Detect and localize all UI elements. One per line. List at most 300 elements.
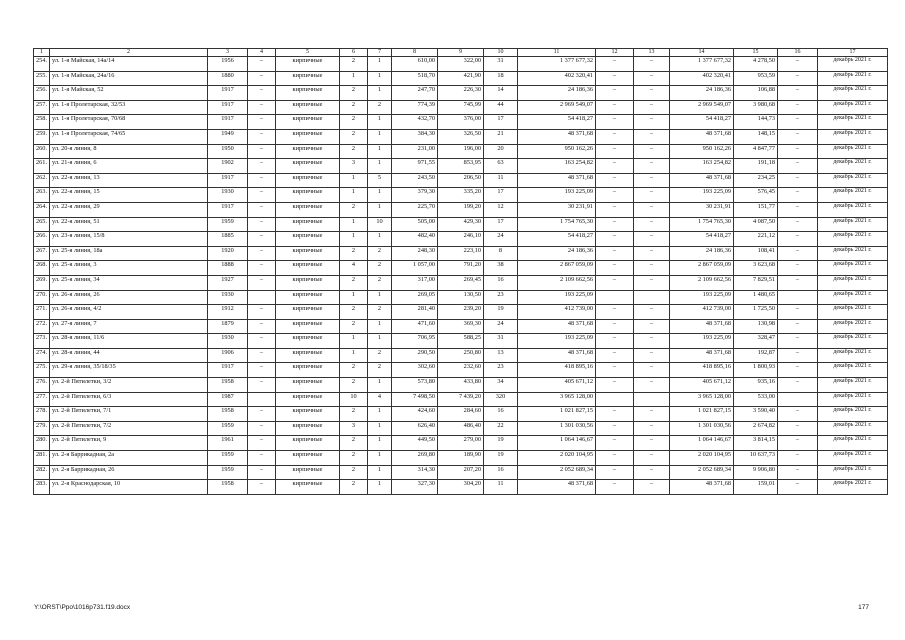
cost-col-13-cell — [634, 392, 670, 407]
planned-date-cell: декабрь 2021 г. — [818, 275, 888, 290]
cost-col-16-cell: – — [778, 363, 818, 378]
column-number-12: 12 — [596, 49, 634, 57]
planned-date-cell: декабрь 2021 г. — [818, 305, 888, 320]
cost-col-14-cell: 48 371,68 — [670, 348, 734, 363]
row-number-cell: 266. — [34, 232, 50, 247]
row-number-cell: 282. — [34, 465, 50, 480]
cost-col-16-cell: – — [778, 217, 818, 232]
cost-per-sqm-cell: 3 814,15 — [734, 436, 778, 451]
address-cell: ул. 26-я линия, 26 — [50, 290, 208, 305]
wall-material-cell: кирпичные — [276, 100, 340, 115]
year-built-cell: 1958 — [208, 480, 248, 495]
year-reconstructed-cell: – — [248, 159, 276, 174]
year-reconstructed-cell: – — [248, 334, 276, 349]
planned-date-cell: декабрь 2021 г. — [818, 261, 888, 276]
total-area-cell: 626,40 — [392, 421, 438, 436]
column-number-11: 11 — [518, 49, 596, 57]
cost-col-13-cell: – — [634, 261, 670, 276]
address-cell: ул. 26-я линия, 4/2 — [50, 305, 208, 320]
address-cell: ул. 25-я линия, 3 — [50, 261, 208, 276]
total-area-cell: 317,00 — [392, 275, 438, 290]
table-row — [34, 188, 888, 203]
planned-date-cell: декабрь 2021 г. — [818, 290, 888, 305]
cost-col-12-cell: – — [596, 86, 634, 101]
planned-date-cell: декабрь 2021 г. — [818, 451, 888, 466]
wall-material-cell: кирпичные — [276, 217, 340, 232]
cost-col-16-cell: – — [778, 348, 818, 363]
wall-material-cell: кирпичные — [276, 275, 340, 290]
cost-per-sqm-cell: 10 637,73 — [734, 451, 778, 466]
living-area-cell: 232,60 — [438, 363, 484, 378]
planned-date-cell: декабрь 2021 г. — [818, 86, 888, 101]
year-reconstructed-cell: – — [248, 305, 276, 320]
entrances-cell: 2 — [368, 305, 392, 320]
footer-page-number: 177 — [858, 604, 869, 611]
cost-col-13-cell: – — [634, 421, 670, 436]
address-cell: ул. 2-й Пятилетки, 7/1 — [50, 407, 208, 422]
residents-cell: 17 — [484, 217, 518, 232]
table-row — [34, 275, 888, 290]
entrances-cell: 1 — [368, 421, 392, 436]
cost-col-12-cell: – — [596, 261, 634, 276]
table-row — [34, 129, 888, 144]
floors-cell: 1 — [340, 290, 368, 305]
row-number-cell: 268. — [34, 261, 50, 276]
column-number-14: 14 — [670, 49, 734, 57]
residents-cell: 19 — [484, 436, 518, 451]
cost-col-14-cell: 1 754 765,30 — [670, 217, 734, 232]
cost-col-13-cell: – — [634, 246, 670, 261]
planned-date-cell: декабрь 2021 г. — [818, 202, 888, 217]
wall-material-cell: кирпичные — [276, 232, 340, 247]
column-number-2: 2 — [50, 49, 208, 57]
column-number-row — [34, 49, 888, 57]
cost-col-14-cell: 163 254,82 — [670, 159, 734, 174]
cost-col-12-cell: – — [596, 129, 634, 144]
cost-col-14-cell: 193 225,09 — [670, 290, 734, 305]
table-row — [34, 305, 888, 320]
total-area-cell: 379,30 — [392, 188, 438, 203]
total-cost-cell: 30 231,91 — [518, 202, 596, 217]
residents-cell: 19 — [484, 451, 518, 466]
year-built-cell: 1987 — [208, 392, 248, 407]
table-row — [34, 392, 888, 407]
total-cost-cell: 24 186,36 — [518, 86, 596, 101]
cost-col-14-cell: 1 301 030,56 — [670, 421, 734, 436]
total-area-cell: 7 498,50 — [392, 392, 438, 407]
cost-col-14-cell: 2 867 059,09 — [670, 261, 734, 276]
cost-col-12-cell: – — [596, 159, 634, 174]
planned-date-cell: декабрь 2021 г. — [818, 144, 888, 159]
entrances-cell: 1 — [368, 436, 392, 451]
total-area-cell: 327,30 — [392, 480, 438, 495]
table-row — [34, 378, 888, 393]
planned-date-cell: декабрь 2021 г. — [818, 217, 888, 232]
column-number-8: 8 — [392, 49, 438, 57]
living-area-cell: 322,00 — [438, 57, 484, 72]
cost-per-sqm-cell: 1 480,65 — [734, 290, 778, 305]
year-built-cell: 1959 — [208, 421, 248, 436]
cost-col-16-cell: – — [778, 261, 818, 276]
living-area-cell: 745,99 — [438, 100, 484, 115]
table-row — [34, 173, 888, 188]
cost-col-12-cell: – — [596, 275, 634, 290]
total-cost-cell: 48 371,68 — [518, 348, 596, 363]
residents-cell: 14 — [484, 86, 518, 101]
total-cost-cell: 1 754 765,30 — [518, 217, 596, 232]
total-cost-cell: 193 225,09 — [518, 334, 596, 349]
row-number-cell: 260. — [34, 144, 50, 159]
living-area-cell: 486,40 — [438, 421, 484, 436]
cost-col-14-cell: 193 225,09 — [670, 188, 734, 203]
residents-cell: 18 — [484, 71, 518, 86]
cost-per-sqm-cell: 4 847,77 — [734, 144, 778, 159]
floors-cell: 2 — [340, 115, 368, 130]
table-row — [34, 86, 888, 101]
living-area-cell: 7 439,20 — [438, 392, 484, 407]
living-area-cell: 206,50 — [438, 173, 484, 188]
cost-per-sqm-cell: 328,47 — [734, 334, 778, 349]
cost-col-14-cell: 48 371,68 — [670, 319, 734, 334]
table-row — [34, 348, 888, 363]
cost-col-12-cell: – — [596, 188, 634, 203]
planned-date-cell: декабрь 2021 г. — [818, 173, 888, 188]
living-area-cell: 223,10 — [438, 246, 484, 261]
cost-per-sqm-cell: 151,77 — [734, 202, 778, 217]
cost-per-sqm-cell: 130,98 — [734, 319, 778, 334]
year-reconstructed-cell: – — [248, 232, 276, 247]
wall-material-cell: кирпичные — [276, 129, 340, 144]
living-area-cell: 791,20 — [438, 261, 484, 276]
residents-cell: 11 — [484, 173, 518, 188]
year-built-cell: 1961 — [208, 436, 248, 451]
entrances-cell: 10 — [368, 217, 392, 232]
residents-cell: 21 — [484, 129, 518, 144]
floors-cell: 2 — [340, 246, 368, 261]
entrances-cell: 1 — [368, 159, 392, 174]
cost-col-16-cell: – — [778, 480, 818, 495]
row-number-cell: 269. — [34, 275, 50, 290]
wall-material-cell: кирпичные — [276, 261, 340, 276]
cost-col-14-cell: 24 186,36 — [670, 246, 734, 261]
cost-per-sqm-cell: 191,18 — [734, 159, 778, 174]
planned-date-cell: декабрь 2021 г. — [818, 115, 888, 130]
table-row — [34, 246, 888, 261]
cost-col-14-cell: 48 371,68 — [670, 129, 734, 144]
residents-cell: 44 — [484, 100, 518, 115]
entrances-cell: 1 — [368, 232, 392, 247]
floors-cell: 3 — [340, 421, 368, 436]
year-reconstructed-cell: – — [248, 275, 276, 290]
cost-col-13-cell: – — [634, 319, 670, 334]
wall-material-cell: кирпичные — [276, 159, 340, 174]
year-reconstructed-cell: – — [248, 71, 276, 86]
total-cost-cell: 54 418,27 — [518, 232, 596, 247]
address-cell: ул. 28-я линия, 11/6 — [50, 334, 208, 349]
cost-col-13-cell: – — [634, 71, 670, 86]
year-reconstructed-cell: – — [248, 261, 276, 276]
planned-date-cell: декабрь 2021 г. — [818, 465, 888, 480]
cost-col-12-cell: – — [596, 378, 634, 393]
cost-col-13-cell: – — [634, 188, 670, 203]
year-built-cell: 1912 — [208, 305, 248, 320]
year-reconstructed-cell: – — [248, 115, 276, 130]
residents-cell: 16 — [484, 275, 518, 290]
column-number-7: 7 — [368, 49, 392, 57]
cost-col-16-cell: – — [778, 115, 818, 130]
total-area-cell: 269,05 — [392, 290, 438, 305]
year-reconstructed-cell: – — [248, 348, 276, 363]
year-reconstructed-cell: – — [248, 246, 276, 261]
row-number-cell: 267. — [34, 246, 50, 261]
living-area-cell: 376,00 — [438, 115, 484, 130]
total-area-cell: 231,00 — [392, 144, 438, 159]
cost-col-16-cell: – — [778, 407, 818, 422]
column-number-5: 5 — [276, 49, 340, 57]
year-built-cell: 1959 — [208, 451, 248, 466]
year-built-cell: 1956 — [208, 57, 248, 72]
address-cell: ул. 22-я линия, 15 — [50, 188, 208, 203]
year-built-cell: 1917 — [208, 86, 248, 101]
living-area-cell: 226,30 — [438, 86, 484, 101]
cost-col-14-cell: 2 052 689,34 — [670, 465, 734, 480]
residents-cell: 17 — [484, 115, 518, 130]
living-area-cell: 199,20 — [438, 202, 484, 217]
cost-col-13-cell: – — [634, 57, 670, 72]
year-reconstructed-cell: – — [248, 217, 276, 232]
floors-cell: 2 — [340, 363, 368, 378]
residents-cell: 12 — [484, 202, 518, 217]
address-cell: ул. 2-й Пятилетки, 3/2 — [50, 378, 208, 393]
cost-per-sqm-cell: 3 980,68 — [734, 100, 778, 115]
address-cell: ул. 28-я линия, 44 — [50, 348, 208, 363]
entrances-cell: 1 — [368, 378, 392, 393]
entrances-cell: 1 — [368, 86, 392, 101]
cost-col-12-cell: – — [596, 421, 634, 436]
register-sheet — [33, 48, 872, 495]
row-number-cell: 280. — [34, 436, 50, 451]
floors-cell: 3 — [340, 159, 368, 174]
year-built-cell: 1958 — [208, 407, 248, 422]
entrances-cell: 2 — [368, 261, 392, 276]
total-cost-cell: 950 162,26 — [518, 144, 596, 159]
entrances-cell: 1 — [368, 480, 392, 495]
cost-col-14-cell: 24 186,36 — [670, 86, 734, 101]
total-area-cell: 302,60 — [392, 363, 438, 378]
total-cost-cell: 2 969 549,07 — [518, 100, 596, 115]
wall-material-cell: кирпичные — [276, 319, 340, 334]
year-reconstructed-cell: – — [248, 129, 276, 144]
planned-date-cell: декабрь 2021 г. — [818, 378, 888, 393]
wall-material-cell: кирпичные — [276, 348, 340, 363]
row-number-cell: 265. — [34, 217, 50, 232]
living-area-cell: 239,20 — [438, 305, 484, 320]
cost-col-12-cell: – — [596, 363, 634, 378]
year-built-cell: 1885 — [208, 232, 248, 247]
residents-cell: 8 — [484, 246, 518, 261]
year-reconstructed-cell: – — [248, 465, 276, 480]
cost-col-12-cell: – — [596, 451, 634, 466]
cost-col-12-cell — [596, 392, 634, 407]
cost-col-12-cell: – — [596, 334, 634, 349]
entrances-cell: 1 — [368, 57, 392, 72]
wall-material-cell: кирпичные — [276, 115, 340, 130]
cost-col-14-cell: 48 371,68 — [670, 173, 734, 188]
year-built-cell: 1949 — [208, 129, 248, 144]
floors-cell: 2 — [340, 319, 368, 334]
address-cell: ул. 1-я Майская, 24а/16 — [50, 71, 208, 86]
total-area-cell: 505,00 — [392, 217, 438, 232]
planned-date-cell: декабрь 2021 г. — [818, 363, 888, 378]
year-reconstructed-cell: – — [248, 188, 276, 203]
residents-cell: 11 — [484, 480, 518, 495]
cost-col-13-cell: – — [634, 217, 670, 232]
total-area-cell: 247,70 — [392, 86, 438, 101]
row-number-cell: 258. — [34, 115, 50, 130]
address-cell: ул. 1-я Майская, 14а/14 — [50, 57, 208, 72]
living-area-cell: 189,90 — [438, 451, 484, 466]
cost-col-13-cell: – — [634, 100, 670, 115]
address-cell: ул. 25-я линия, 34 — [50, 275, 208, 290]
planned-date-cell: декабрь 2021 г. — [818, 392, 888, 407]
year-built-cell: 1906 — [208, 348, 248, 363]
total-area-cell: 774,39 — [392, 100, 438, 115]
cost-col-12-cell: – — [596, 407, 634, 422]
table-row — [34, 71, 888, 86]
entrances-cell: 1 — [368, 202, 392, 217]
column-number-4: 4 — [248, 49, 276, 57]
table-row — [34, 115, 888, 130]
cost-col-14-cell: 1 064 146,67 — [670, 436, 734, 451]
cost-col-14-cell: 30 231,91 — [670, 202, 734, 217]
cost-col-13-cell: – — [634, 129, 670, 144]
cost-col-13-cell: – — [634, 451, 670, 466]
residents-cell: 23 — [484, 363, 518, 378]
year-built-cell: 1917 — [208, 100, 248, 115]
address-cell: ул. 2-я Баррикадная, 2а — [50, 451, 208, 466]
year-reconstructed-cell: – — [248, 378, 276, 393]
total-area-cell: 518,70 — [392, 71, 438, 86]
entrances-cell: 1 — [368, 129, 392, 144]
total-cost-cell: 2 052 689,34 — [518, 465, 596, 480]
cost-per-sqm-cell: 4 278,50 — [734, 57, 778, 72]
total-cost-cell: 1 064 146,67 — [518, 436, 596, 451]
floors-cell: 2 — [340, 436, 368, 451]
total-area-cell: 314,30 — [392, 465, 438, 480]
entrances-cell: 1 — [368, 451, 392, 466]
cost-col-13-cell: – — [634, 334, 670, 349]
cost-col-16-cell: – — [778, 232, 818, 247]
total-cost-cell: 48 371,68 — [518, 319, 596, 334]
address-cell: ул. 1-я Майская, 52 — [50, 86, 208, 101]
year-built-cell: 1930 — [208, 290, 248, 305]
total-cost-cell: 1 021 827,15 — [518, 407, 596, 422]
total-cost-cell: 48 371,68 — [518, 173, 596, 188]
address-cell: ул. 1-я Пролетарская, 70/68 — [50, 115, 208, 130]
cost-per-sqm-cell: 108,41 — [734, 246, 778, 261]
column-number-3: 3 — [208, 49, 248, 57]
living-area-cell: 130,50 — [438, 290, 484, 305]
total-area-cell: 706,95 — [392, 334, 438, 349]
planned-date-cell: декабрь 2021 г. — [818, 232, 888, 247]
row-number-cell: 271. — [34, 305, 50, 320]
address-cell: ул. 1-я Пролетарская, 32/53 — [50, 100, 208, 115]
residents-cell: 31 — [484, 57, 518, 72]
address-cell: ул. 21-я линия, 6 — [50, 159, 208, 174]
living-area-cell: 207,20 — [438, 465, 484, 480]
table-row — [34, 319, 888, 334]
planned-date-cell: декабрь 2021 г. — [818, 421, 888, 436]
planned-date-cell: декабрь 2021 г. — [818, 71, 888, 86]
cost-col-12-cell: – — [596, 100, 634, 115]
living-area-cell: 429,30 — [438, 217, 484, 232]
living-area-cell: 279,00 — [438, 436, 484, 451]
year-built-cell: 1927 — [208, 275, 248, 290]
total-area-cell: 384,30 — [392, 129, 438, 144]
residents-cell: 16 — [484, 465, 518, 480]
cost-col-14-cell: 2 969 549,07 — [670, 100, 734, 115]
planned-date-cell: декабрь 2021 г. — [818, 129, 888, 144]
total-area-cell: 971,55 — [392, 159, 438, 174]
entrances-cell: 2 — [368, 100, 392, 115]
living-area-cell: 196,00 — [438, 144, 484, 159]
total-area-cell: 573,80 — [392, 378, 438, 393]
floors-cell: 2 — [340, 100, 368, 115]
total-area-cell: 225,70 — [392, 202, 438, 217]
column-number-1: 1 — [34, 49, 50, 57]
cost-col-12-cell: – — [596, 144, 634, 159]
floors-cell: 1 — [340, 348, 368, 363]
planned-date-cell: декабрь 2021 г. — [818, 57, 888, 72]
year-built-cell: 1920 — [208, 246, 248, 261]
cost-col-13-cell: – — [634, 173, 670, 188]
total-cost-cell: 1 377 677,32 — [518, 57, 596, 72]
table-row — [34, 144, 888, 159]
entrances-cell: 1 — [368, 144, 392, 159]
planned-date-cell: декабрь 2021 г. — [818, 334, 888, 349]
planned-date-cell: декабрь 2021 г. — [818, 348, 888, 363]
address-cell: ул. 2-я Краснодарская, 10 — [50, 480, 208, 495]
entrances-cell: 2 — [368, 275, 392, 290]
wall-material-cell: кирпичные — [276, 451, 340, 466]
year-reconstructed-cell: – — [248, 319, 276, 334]
cost-col-16-cell: – — [778, 319, 818, 334]
column-number-13: 13 — [634, 49, 670, 57]
cost-col-12-cell: – — [596, 71, 634, 86]
cost-per-sqm-cell: 935,16 — [734, 378, 778, 393]
entrances-cell: 1 — [368, 465, 392, 480]
floors-cell: 10 — [340, 392, 368, 407]
cost-col-12-cell: – — [596, 465, 634, 480]
entrances-cell: 1 — [368, 188, 392, 203]
entrances-cell: 1 — [368, 115, 392, 130]
wall-material-cell: кирпичные — [276, 407, 340, 422]
year-built-cell: 1930 — [208, 188, 248, 203]
entrances-cell: 2 — [368, 348, 392, 363]
floors-cell: 2 — [340, 465, 368, 480]
entrances-cell: 1 — [368, 407, 392, 422]
year-built-cell: 1917 — [208, 115, 248, 130]
table-row — [34, 159, 888, 174]
cost-col-13-cell: – — [634, 363, 670, 378]
table-row — [34, 57, 888, 72]
wall-material-cell: кирпичные — [276, 378, 340, 393]
planned-date-cell: декабрь 2021 г. — [818, 480, 888, 495]
row-number-cell: 270. — [34, 290, 50, 305]
row-number-cell: 255. — [34, 71, 50, 86]
cost-col-13-cell: – — [634, 232, 670, 247]
year-built-cell: 1902 — [208, 159, 248, 174]
